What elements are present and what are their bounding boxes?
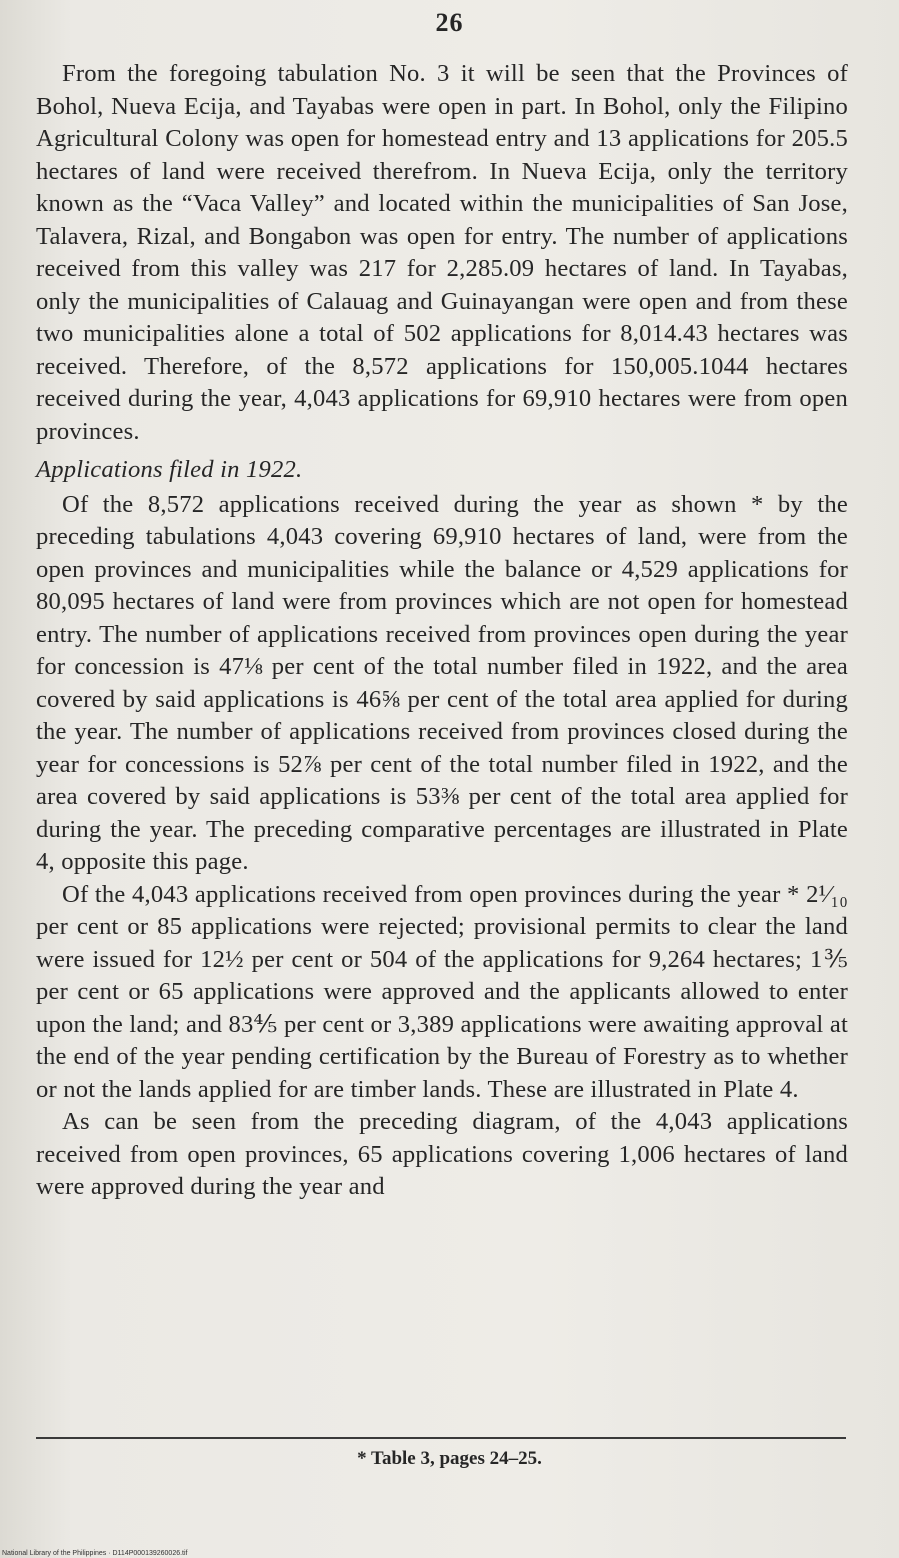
paragraph-approved-applications: As can be seen from the preceding diagram, of the 4,043 applications received from open provinces, 65 applications covering 1,006 hectares of land were approved during the year and — [36, 1108, 848, 1200]
section-heading: Applications filed in 1922. — [36, 456, 303, 483]
paragraph-application-status: Of the 4,043 applications received from open provinces during the year * 2¹⁄₁₀ per cent or 85 applications were rejected; provisional permits to clear the land were issued for 12½ per cent or 504 of the applications for 9,264 hectares; 1⅗ per cent or 65 applications were approved and the applicants allowed to enter upon the land; and 83⅘ per cent or 3,389 applications were awaiting approval at the end of the year pending certification by the Bureau of Forestry as to whether or not the lands applied for are timber lands. These are illustrated in Plate 4. — [36, 880, 848, 1103]
paragraph-applications-1922: Of the 8,572 applications received during the year as shown * by the preceding tabulations 4,043 covering 69,910 hectares of land, were from the open provinces and municipalities while the balance or 4,529 applications for 80,095 hectares of land were from provinces which are not open for homestead entry. The number of applications received from provinces open during the year for concession is 47⅛ per cent of the total number filed in 1922, and the area covered by said applications is 46⅝ per cent of the total area applied for during the year. The number of applications received from provinces closed during the year for concessions is 52⅞ per cent of the total number filed in 1922, and the area covered by said applications is 53⅜ per cent of the total area applied for during the year. The preceding comparative percentages are illustrated in Plate 4, opposite this page. — [36, 490, 848, 875]
body-text — [36, 58, 848, 1204]
page-number: 26 — [435, 8, 464, 37]
footnote-divider — [36, 1437, 846, 1439]
paragraph-open-provinces: From the foregoing tabulation No. 3 it will be seen that the Provinces of Bohol, Nueva Ecija, and Tayabas were open in part. In Bohol, only the Filipino Agricultural Colony was open for homestead entry and 13 applications for 205.5 hectares of land were received therefrom. In Nueva Ecija, only the territory known as the “Vaca Valley” and located within the municipalities of San Jose, Talavera, Rizal, and Bongabon was open for entry. The number of applications received from this valley was 217 for 2,285.09 hectares of land. In Tayabas, only the municipalities of Calauag and Guinayangan were open and from these two municipalities alone a total of 502 applications for 8,014.43 hectares was received. Therefore, of the 8,572 applications for 150,005.1044 hectares received during the year, 4,043 applications for 69,910 hectares were from open provinces. — [36, 60, 848, 445]
catalog-stamp: National Library of the Philippines · D114P000139260026.tif — [2, 1550, 188, 1557]
footnote: * Table 3, pages 24–25. — [357, 1448, 542, 1469]
